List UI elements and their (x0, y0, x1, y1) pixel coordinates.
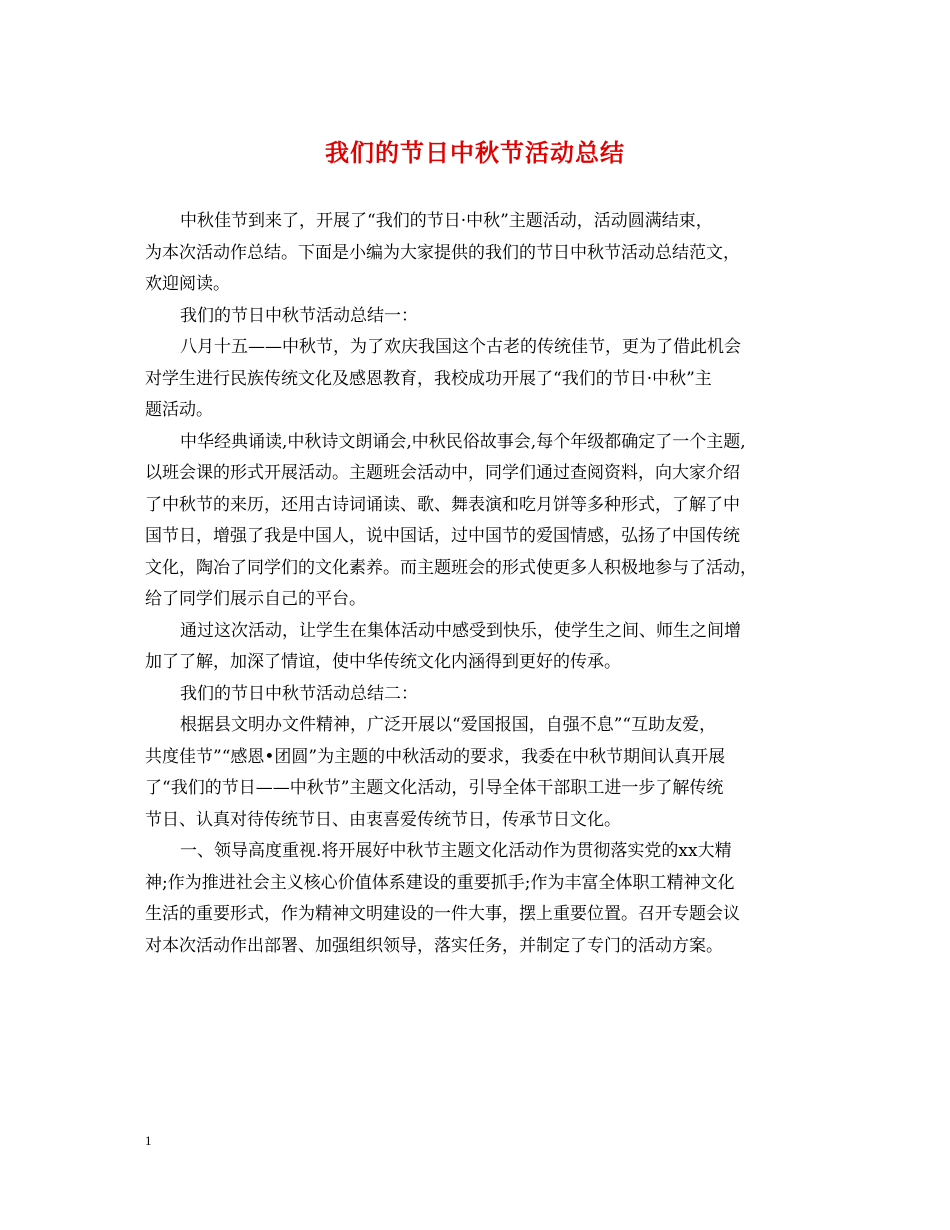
text-line: 了“我们的节日——中秋节”主题文化活动，引导全体干部职工进一步了解传统 (145, 778, 724, 798)
text-line: 题活动。 (145, 400, 213, 420)
page-number: 1 (145, 1133, 152, 1148)
text-line: 一、领导高度重视.将开展好中秋节主题文化活动作为贯彻落实党的xx大精 (180, 841, 732, 861)
text-line: 对本次活动作出部署、加强组织领导，落实任务，并制定了专门的活动方案。 (145, 935, 723, 956)
text-line: 给了同学们展示自己的平台。 (145, 589, 366, 609)
text-line: 国节日，增强了我是中国人，说中国话，过中国节的爱国情感，弘扬了中国传统 (145, 526, 740, 546)
text-line: 共度佳节”“感恩•团圆”为主题的中秋活动的要求，我委在中秋节期间认真开展 (145, 746, 726, 767)
text-line: 八月十五——中秋节，为了欢庆我国这个古老的传统佳节，更为了借此机会 (180, 337, 741, 357)
text-line: 节日、认真对待传统节日、由衷喜爱传统节日，传承节日文化。 (145, 809, 621, 830)
text-line: 为本次活动作总结。下面是小编为大家提供的我们的节日中秋节活动总结范文， (145, 242, 740, 263)
text-line: 加了了解，加深了情谊，使中华传统文化内涵得到更好的传承。 (145, 652, 621, 672)
text-line: 我们的节日中秋节活动总结一： (180, 305, 418, 326)
text-line: 我们的节日中秋节活动总结二： (180, 683, 418, 704)
text-line: 中秋佳节到来了，开展了“我们的节日·中秋”主题活动，活动圆满结束， (180, 211, 713, 231)
document-body (145, 206, 810, 962)
text-line: 了中秋节的来历，还用古诗词诵读、歌、舞表演和吃月饼等多种形式，了解了中 (145, 494, 740, 515)
text-line: 神;作为推进社会主义核心价值体系建设的重要抓手;作为丰富全体职工精神文化 (145, 872, 735, 893)
text-line: 生活的重要形式，作为精神文明建设的一件大事，摆上重要位置。召开专题会议 (145, 904, 740, 924)
text-line: 中华经典诵读,中秋诗文朗诵会,中秋民俗故事会,每个年级都确定了一个主题, (180, 431, 746, 452)
text-line: 对学生进行民族传统文化及感恩教育，我校成功开展了“我们的节日·中秋”主 (145, 368, 712, 389)
text-line: 通过这次活动，让学生在集体活动中感受到快乐，使学生之间、师生之间增 (180, 620, 741, 641)
document-title: 我们的节日中秋节活动总结 (325, 138, 625, 167)
text-line: 欢迎阅读。 (145, 274, 230, 294)
text-line: 文化，陶冶了同学们的文化素养。而主题班会的形式使更多人积极地参与了活动， (145, 557, 757, 578)
text-line: 以班会课的形式开展活动。主题班会活动中，同学们通过查阅资料，向大家介绍 (145, 463, 740, 483)
text-line: 根据县文明办文件精神，广泛开展以“爱国报国，自强不息”“互助友爱， (180, 715, 717, 735)
